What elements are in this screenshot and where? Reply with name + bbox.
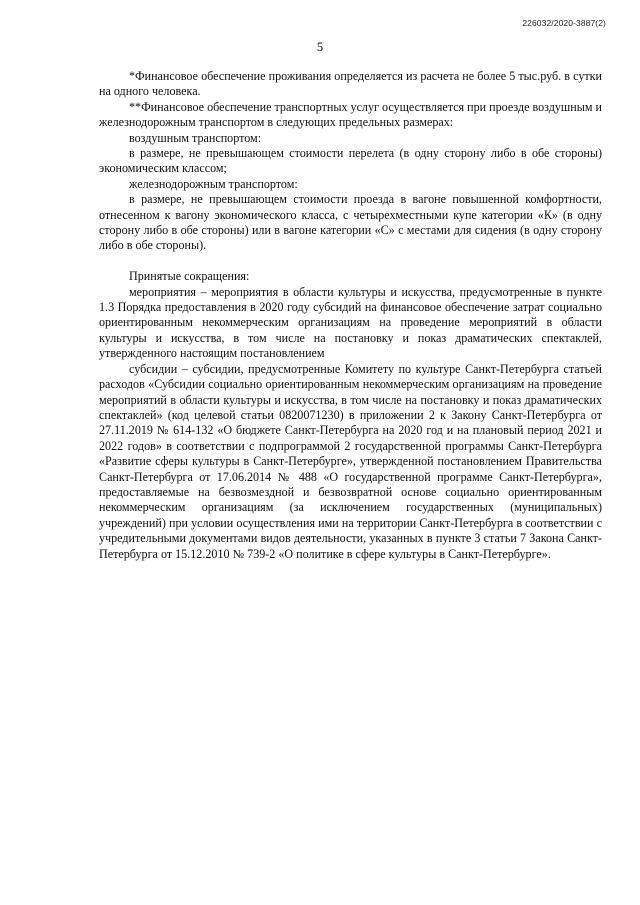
footnote-transport: **Финансовое обеспечение транспортных услуг осуществляется при проезде воздушным и железнодорожным транспортом в следующих предельных размерах: bbox=[99, 99, 602, 130]
footnote-accommodation: *Финансовое обеспечение проживания определяется из расчета не более 5 тыс.руб. в сутки на одного человека. bbox=[99, 69, 602, 99]
document-number: 226032/2020-3887(2) bbox=[522, 18, 606, 28]
page-number: 5 bbox=[316, 40, 324, 54]
document-body bbox=[99, 69, 602, 562]
abbreviations-heading: Принятые сокращения: bbox=[129, 269, 250, 284]
rail-transport-text: в размере, не превышающем стоимости проезда в вагоне повышенной комфортности, отнесенном к вагону экономического класса, с четырехместными купе категории «К» (в одну сторону либо в обе стороны) или в вагоне категории «С» с местами для сидения (в одну сторону либо в обе стороны). bbox=[99, 192, 602, 253]
air-transport-heading: воздушным транспортом: bbox=[129, 130, 262, 145]
abbreviation-subsidies: субсидии – субсидии, предусмотренные Комитету по культуре Санкт-Петербурга статьей расходов «Субсидии социально ориентированным некоммерческим организациям на проведение мероприятий в области культуры и искусства, в том числе на постановку и показ драматических спектаклей» (код целевой статьи 0820071230) в приложении 2 к Закону Санкт-Петербурга от 27.11.2019 № 614-132 «О бюджете Санкт-Петербурга на 2020 год и на плановый период 2021 и 2022 годов» в соответствии с подпрограммой 2 государственной программы Санкт-Петербурга «Развитие сферы культуры в Санкт-Петербурге», утвержденной постановлением Правительства Санкт-Петербурга от 17.06.2014 № 488 «О государственной программе Санкт-Петербурга», предоставляемые на безвозмездной и безвозвратной основе социально ориентированным некоммерческим организациям (за исключением государственных (муниципальных) учреждений) при условии осуществления ими на территории Санкт-Петербурга в соответствии с учредительными документами видов деятельности, указанных в пункте 3 статьи 7 Закона Санкт-Петербурга от 15.12.2010 № 739-2 «О политике в сфере культуры в Санкт-Петербурге». bbox=[99, 361, 602, 561]
abbreviation-events: мероприятия – мероприятия в области культуры и искусства, предусмотренные в пункте 1.3 Порядка предоставления в 2020 году субсидий на финансовое обеспечение затрат социально ориентированным некоммерческим организациям на проведение мероприятий в области культуры и искусства, в том числе на постановку и показ драматических спектаклей, утвержденного настоящим постановлением bbox=[99, 284, 602, 361]
rail-transport-heading: железнодорожным транспортом: bbox=[129, 176, 298, 191]
air-transport-text: в размере, не превышающем стоимости перелета (в одну сторону либо в обе стороны) экономическим классом; bbox=[99, 146, 602, 176]
